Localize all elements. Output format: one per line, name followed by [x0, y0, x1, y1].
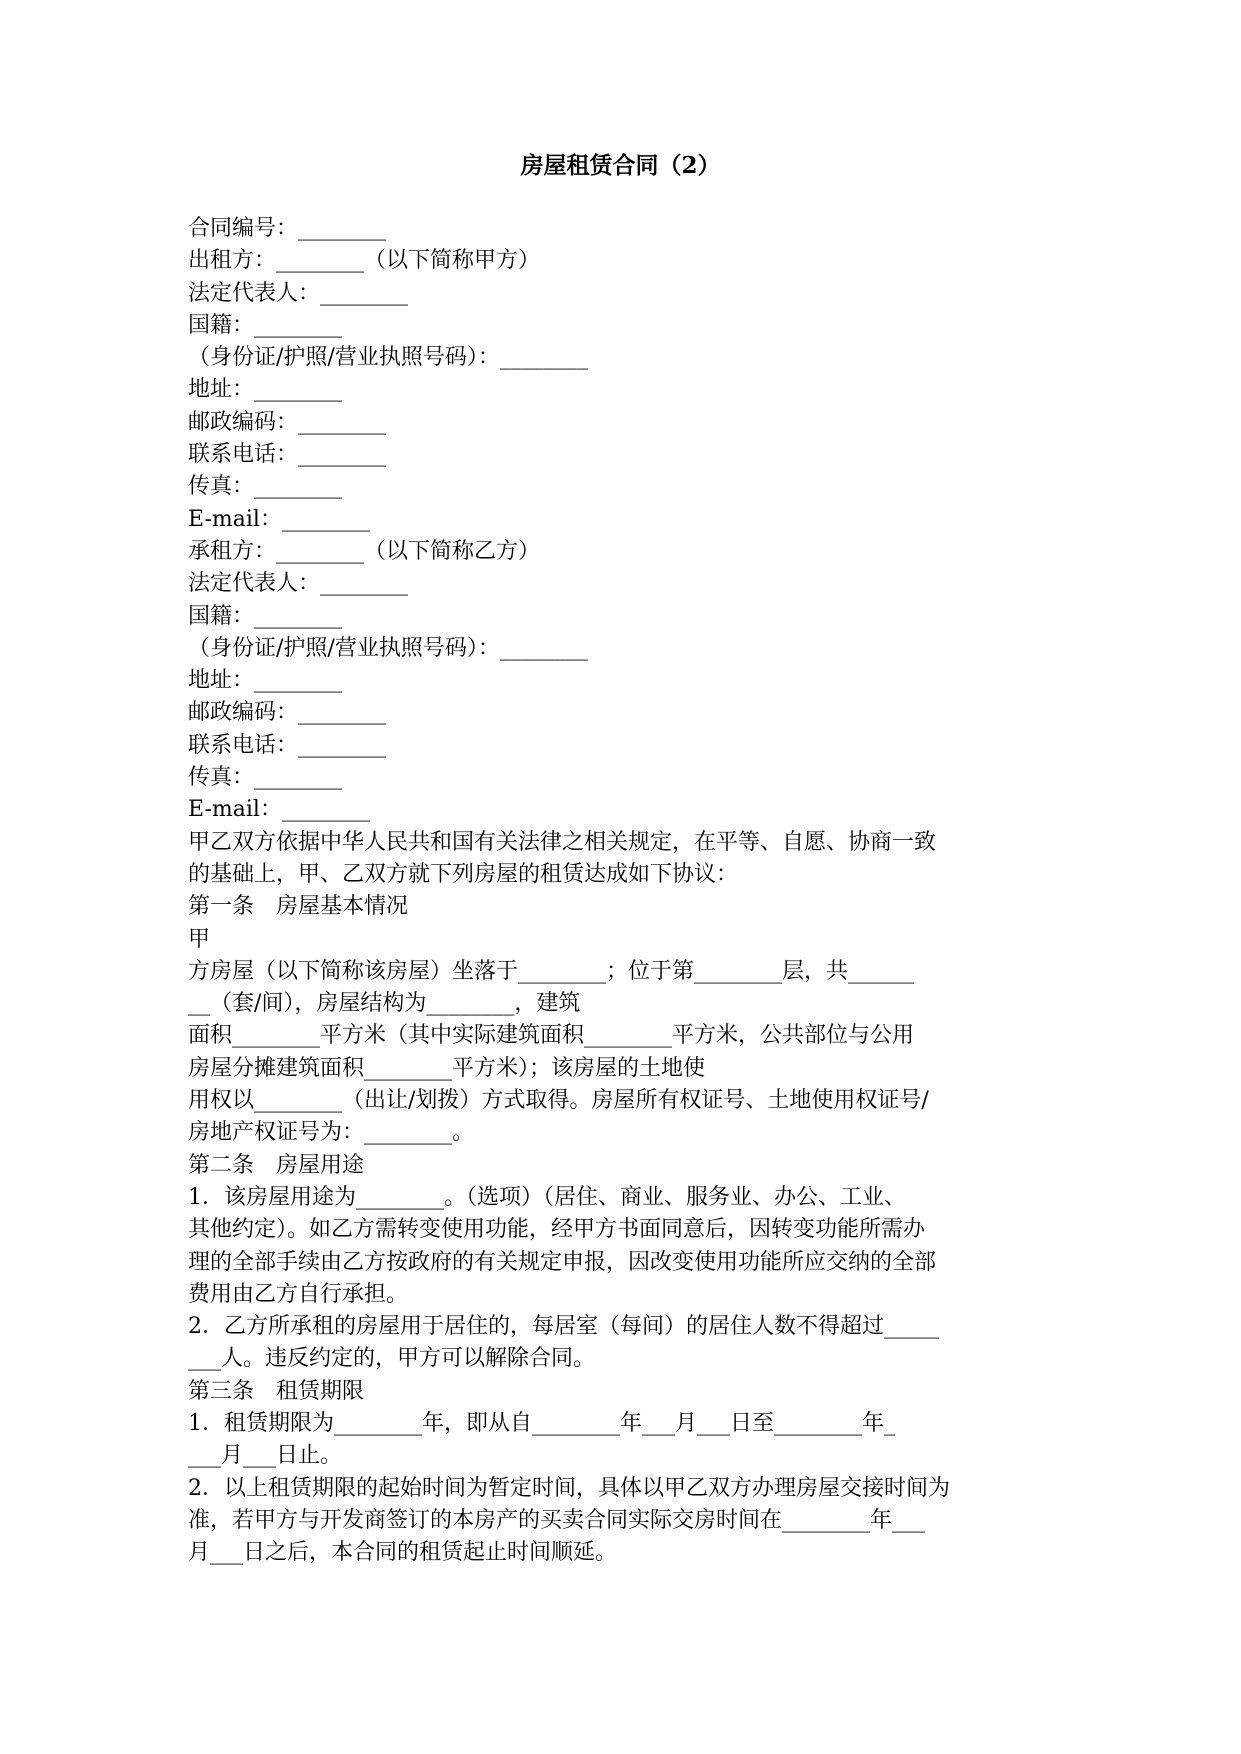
text-line: 其他约定）。如乙方需转变使用功能，经甲方书面同意后，因转变功能所需办 — [188, 1217, 926, 1243]
text-line: 承租方：________（以下简称乙方） — [188, 538, 541, 564]
text-line: ___人。违反约定的，甲方可以解除合同。 — [188, 1346, 596, 1372]
text-line: 出租方：________（以下简称甲方） — [188, 248, 541, 274]
text-line: 传真：________ — [188, 765, 343, 791]
document-title: 房屋租赁合同（2） — [520, 152, 721, 179]
text-line: 邮政编码：________ — [188, 409, 387, 435]
text-line: 月___日之后，本合同的租赁起止时间顺延。 — [188, 1540, 618, 1566]
text-line: 甲乙双方依据中华人民共和国有关法律之相关规定，在平等、自愿、协商一致 — [188, 829, 937, 855]
text-line: 1．该房屋用途为________。（选项）（居住、商业、服务业、办公、工业、 — [188, 1184, 906, 1210]
text-line: 甲 — [188, 926, 211, 952]
text-line: 法定代表人：________ — [188, 280, 409, 306]
text-line: 联系电话：________ — [188, 732, 387, 758]
text-line: ___月___日止。 — [188, 1443, 343, 1469]
text-line: 的基础上，甲、乙双方就下列房屋的租赁达成如下协议： — [188, 861, 739, 887]
text-line: 地址：________ — [188, 377, 343, 403]
text-line: 国籍：________ — [188, 312, 343, 338]
text-line: 用权以________（出让/划拨）方式取得。房屋所有权证号、土地使用权证号/ — [188, 1088, 929, 1114]
text-line: E-mail：________ — [188, 797, 370, 823]
document-body — [188, 213, 1058, 1569]
text-line: 国籍：________ — [188, 603, 343, 629]
text-line: 合同编号：________ — [188, 216, 387, 241]
text-line: 联系电话：________ — [188, 442, 387, 468]
text-line: 面积________平方米（其中实际建筑面积________平方米，公共部位与公用 — [188, 1023, 915, 1049]
text-line: （身份证/护照/营业执照号码）：________ — [188, 345, 588, 371]
text-line: 地址：________ — [188, 668, 343, 694]
text-line: __（套/间），房屋结构为________，建筑 — [188, 991, 581, 1017]
text-line: 传真：________ — [188, 474, 343, 500]
section-heading: 第三条 租赁期限 — [188, 1378, 365, 1404]
text-line: 准，若甲方与开发商签订的本房产的买卖合同实际交房时间在________年___ — [188, 1507, 926, 1533]
text-line: 房地产权证号为：________。 — [188, 1120, 475, 1146]
text-line: 2．乙方所承租的房屋用于居住的，每居室（每间）的居住人数不得超过_____ — [188, 1314, 939, 1340]
text-line: 邮政编码：________ — [188, 700, 387, 726]
text-line: 理的全部手续由乙方按政府的有关规定申报，因改变使用功能所应交纳的全部 — [188, 1249, 937, 1275]
text-line: 费用由乙方自行承担。 — [188, 1281, 409, 1307]
text-line: 房屋分摊建筑面积________平方米）；该房屋的土地使 — [188, 1055, 706, 1081]
text-line: 方房屋（以下简称该房屋）坐落于________；位于第________层，共______ — [188, 958, 915, 984]
text-line: 1．租赁期限为________年，即从自________年___月___日至________年_ — [188, 1410, 895, 1436]
text-line: （身份证/护照/营业执照号码）：________ — [188, 635, 588, 661]
text-line: E-mail：________ — [188, 506, 370, 532]
section-heading: 第二条 房屋用途 — [188, 1152, 365, 1178]
section-heading: 第一条 房屋基本情况 — [188, 894, 409, 920]
text-line: 2．以上租赁期限的起始时间为暂定时间，具体以甲乙双方办理房屋交接时间为 — [188, 1475, 950, 1501]
text-line: 法定代表人：________ — [188, 571, 409, 597]
